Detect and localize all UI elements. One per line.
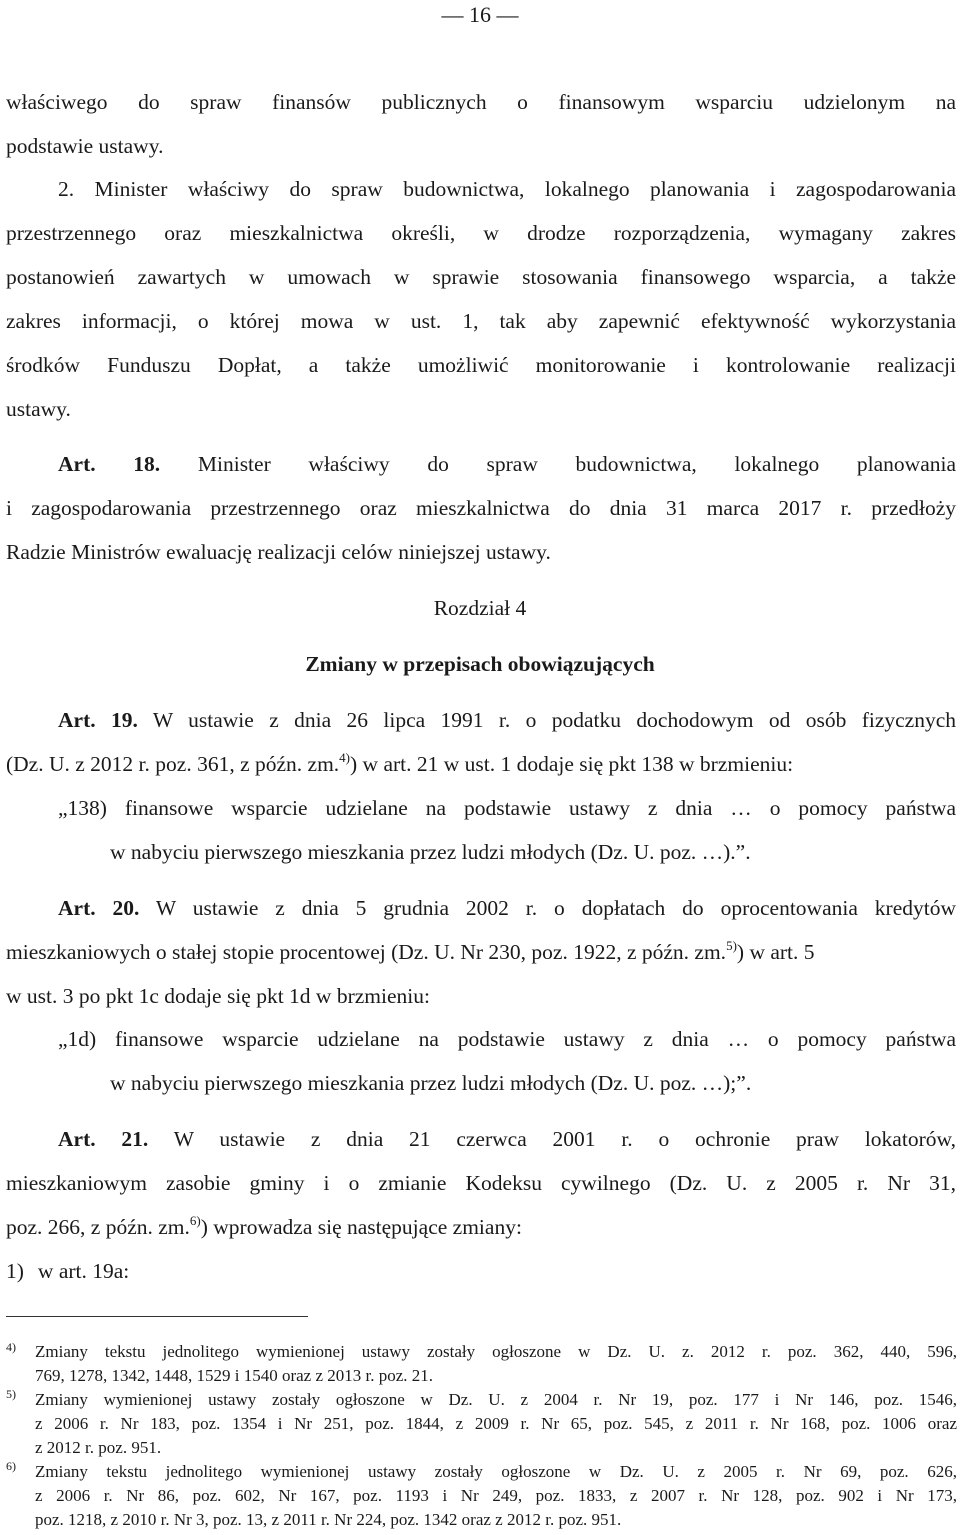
para1-line2: podstawie ustawy. [6, 134, 164, 158]
para2-line1: 2. Minister właściwy do spraw budownictwa, lokalnego planowania i zagospodarowania [58, 177, 956, 201]
art19-quote-line1: „138) finansowe wsparcie udzielane na podstawie ustawy z dnia … o pomocy państwa [58, 796, 956, 820]
art18-label: Art. 18. [58, 452, 161, 476]
footnote-ref-6: 6) [189, 1213, 201, 1228]
art18-line1: Art. 18. Minister właściwy do spraw budownictwa, lokalnego planowania [58, 452, 957, 476]
art21-line3: poz. 266, z późn. zm.$^{6)}$) wprowadza się następujące zmiany: [6, 1213, 522, 1239]
art20-quote-line1: „1d) finansowe wsparcie udzielane na podstawie ustawy z dnia … o pomocy państwa [58, 1027, 956, 1051]
art20-line2: mieszkaniowych o stałej stopie procentowej (Dz. U. Nr 230, poz. 1922, z późn. zm.$^{5)}$) w art. 5 [6, 938, 815, 964]
page-number: — 16 — [441, 2, 519, 27]
art20-line3: w ust. 3 po pkt 1c dodaje się pkt 1d w brzmieniu: [6, 984, 430, 1008]
art21-line2: mieszkaniowym zasobie gminy i o zmianie Kodeksu cywilnego (Dz. U. z 2005 r. Nr 31, [6, 1171, 956, 1195]
para2-line6: ustawy. [6, 397, 71, 421]
art21-line1: Art. 21. W ustawie z dnia 21 czerwca 2001 r. o ochronie praw lokatorów, [58, 1127, 956, 1151]
art21-label: Art. 21. [58, 1127, 149, 1151]
art19-quote-line2: w nabyciu pierwszego mieszkania przez ludzi młodych (Dz. U. poz. …).”. [110, 840, 751, 864]
footnote-mark-4: 4) [6, 1340, 16, 1354]
art20-quote-line2: w nabyciu pierwszego mieszkania przez ludzi młodych (Dz. U. poz. …);”. [110, 1071, 752, 1095]
para2-line3: postanowień zawartych w umowach w sprawie stosowania finansowego wsparcia, a także [6, 265, 956, 289]
para1-line1: właściwego do spraw finansów publicznych o finansowym wsparciu udzielonym na [6, 90, 956, 114]
footnote-4-line2: 769, 1278, 1342, 1448, 1529 i 1540 oraz z 2013 r. poz. 21. [35, 1366, 434, 1385]
footnote-6-line2: z 2006 r. Nr 86, poz. 602, Nr 167, poz. 1193 i Nr 249, poz. 1833, z 2007 r. Nr 128, poz. 902 i Nr 173, [35, 1486, 957, 1505]
art19-line1: Art. 19. W ustawie z dnia 26 lipca 1991 r. o podatku dochodowym od osób fizycznych [58, 708, 956, 732]
para2-line2: przestrzennego oraz mieszkalnictwa określi, w drodze rozporządzenia, wymagany zakres [6, 221, 956, 245]
para2-line5: środków Funduszu Dopłat, a także umożliwić monitorowanie i kontrolowanie realizacji [6, 353, 956, 377]
footnote-6-line3: poz. 1218, z 2010 r. Nr 3, poz. 13, z 2011 r. Nr 224, poz. 1342 oraz z 2012 r. poz. 951. [35, 1510, 622, 1529]
footnote-4-line1: Zmiany tekstu jednolitego wymienionej ustawy zostały ogłoszone w Dz. U. z. 2012 r. poz. 362, 440, 596, [35, 1342, 957, 1361]
art18-line2: i zagospodarowania przestrzennego oraz mieszkalnictwa do dnia 31 marca 2017 r. przedłoży [6, 496, 956, 520]
footnote-ref-4: 4) [339, 750, 351, 765]
para2-line4: zakres informacji, o której mowa w ust. 1, tak aby zapewnić efektywność wykorzystania [6, 309, 956, 333]
footnote-ref-5: 5) [726, 938, 737, 953]
footnote-5-line3: z 2012 r. poz. 951. [35, 1438, 162, 1457]
art19-label: Art. 19. [58, 708, 138, 732]
art20-line1: Art. 20. W ustawie z dnia 5 grudnia 2002 r. o dopłatach do oprocentowania kredytów [58, 896, 956, 920]
footnote-mark-6: 6) [6, 1459, 16, 1473]
footnote-5-line2: z 2006 r. Nr 183, poz. 1354 i Nr 251, poz. 1844, z 2009 r. Nr 65, poz. 545, z 2011 r. Nr 168, poz. 1006 oraz [35, 1414, 957, 1433]
footnote-5-line1: Zmiany wymienionej ustawy zostały ogłoszone w Dz. U. z 2004 r. Nr 19, poz. 177 i Nr 146, poz. 1546, [35, 1390, 957, 1409]
art20-label: Art. 20. [58, 896, 140, 920]
art21-item1: 1) w art. 19a: [6, 1259, 130, 1283]
art18-line3: Radzie Ministrów ewaluację realizacji celów niniejszej ustawy. [6, 540, 551, 564]
art19-line2: (Dz. U. z 2012 r. poz. 361, z późn. zm.$^{4)}$) w art. 21 w ust. 1 dodaje się pkt 138 w brzmieniu: [6, 750, 794, 776]
footnote-6-line1: Zmiany tekstu jednolitego wymienionej ustawy zostały ogłoszone w Dz. U. z 2005 r. Nr 69, poz. 626, [35, 1462, 957, 1481]
footnote-mark-5: 5) [6, 1387, 16, 1401]
chapter-label: Rozdział 4 [433, 596, 527, 620]
chapter-title: Zmiany w przepisach obowiązujących [305, 652, 655, 676]
footnote-separator [6, 1316, 308, 1317]
